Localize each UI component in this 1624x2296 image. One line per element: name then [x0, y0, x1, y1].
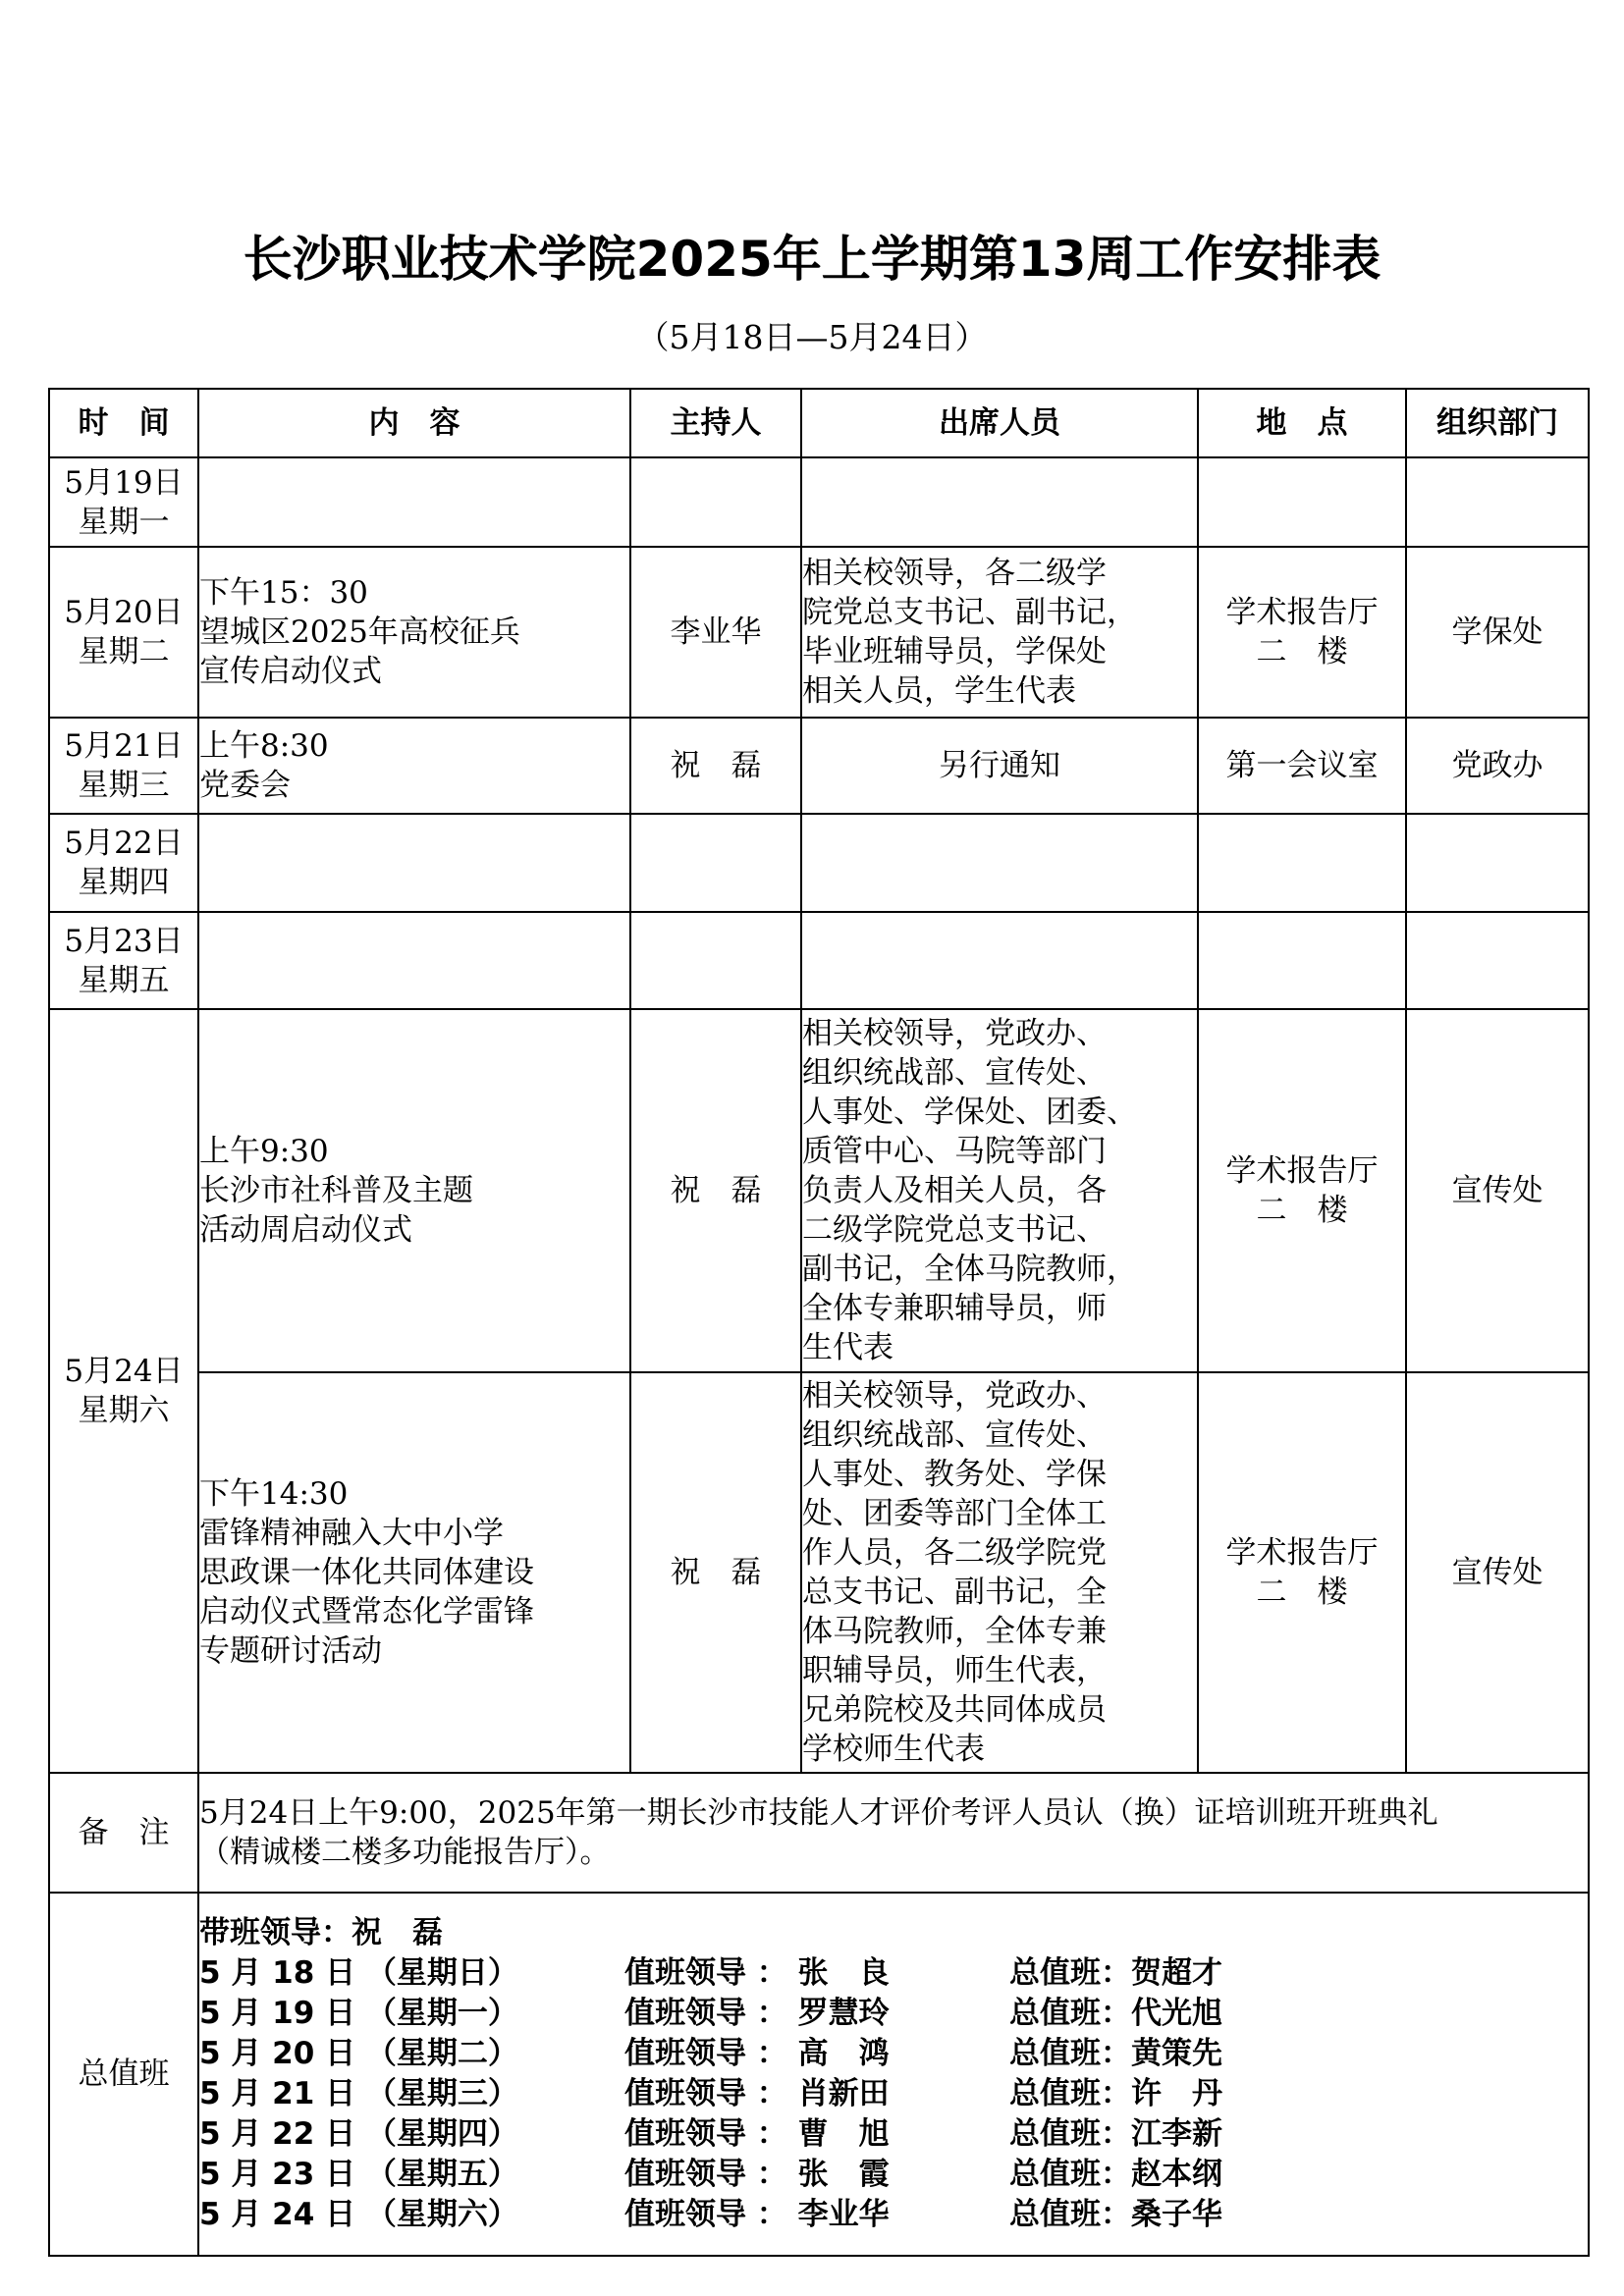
- event-content: [198, 547, 630, 718]
- event-attendee-line: 相关校领导，各二级学: [802, 556, 1107, 591]
- event-department: 宣传处: [1406, 1009, 1589, 1372]
- event-attendee-line: 人事处、学保处、团委、: [802, 1095, 1137, 1130]
- duty-leader: 值班领导 ： 肖新田: [624, 2076, 890, 2111]
- duty-row: [49, 1893, 1589, 2256]
- remark-line: 5月24日上午9:00，2025年第一期长沙市技能人才评价考评人员认（换）证培训班开班典礼: [199, 1795, 1438, 1831]
- table-row: [49, 547, 1589, 718]
- table-row: [49, 1372, 1589, 1773]
- event-attendee-line: 院党总支书记、副书记，: [802, 595, 1137, 630]
- duty-leader: 值班领导 ： 张 良: [624, 1955, 890, 1991]
- day-weekday: 星期四: [78, 865, 170, 900]
- event-location-line: 学术报告厅: [1225, 1153, 1379, 1189]
- remark-text: [198, 1773, 1589, 1893]
- event-content: [198, 718, 630, 814]
- duty-date: 5 月 21 日 （星期三）: [199, 2076, 518, 2111]
- header-host: 主持人: [630, 389, 801, 457]
- event-content-line: 雷锋精神融入大中小学: [199, 1516, 504, 1551]
- event-location-line: 二 楼: [1256, 634, 1348, 669]
- event-attendee-line: 副书记，全体马院教师，: [802, 1252, 1137, 1287]
- empty-cell: [630, 457, 801, 547]
- day-date: 5月20日: [64, 595, 184, 630]
- empty-cell: [630, 814, 801, 912]
- event-attendee-line: 人事处、教务处、学保: [802, 1457, 1107, 1492]
- empty-cell: [801, 814, 1198, 912]
- remark-line: （精诚楼二楼多功能报告厅）。: [199, 1835, 611, 1870]
- header-content: 内 容: [198, 389, 630, 457]
- event-attendees: 另行通知: [801, 718, 1198, 814]
- duty-label: 总值班: [49, 1893, 198, 2256]
- event-content-line: 上午9:30: [199, 1134, 329, 1169]
- event-attendee-line: 作人员，各二级学院党: [802, 1535, 1107, 1571]
- event-content-line: 宣传启动仪式: [199, 654, 382, 689]
- duty-total: 总值班：黄策先: [1009, 2036, 1222, 2071]
- header-attendees: 出席人员: [801, 389, 1198, 457]
- day-weekday: 星期一: [78, 504, 170, 540]
- event-location-line: 学术报告厅: [1225, 595, 1379, 630]
- schedule-table: [48, 388, 1590, 2257]
- header-time: 时 间: [49, 389, 198, 457]
- event-attendee-line: 全体专兼职辅导员，师: [802, 1291, 1107, 1326]
- duty-roster-row: [199, 2155, 1588, 2195]
- table-row: [49, 1009, 1589, 1372]
- event-host: 祝 磊: [630, 718, 801, 814]
- event-location: [1198, 547, 1406, 718]
- remark-row: [49, 1773, 1589, 1893]
- event-attendee-line: 体马院教师，全体专兼: [802, 1614, 1107, 1649]
- empty-cell: [198, 457, 630, 547]
- event-host: 祝 磊: [630, 1009, 801, 1372]
- event-content: [198, 1372, 630, 1773]
- empty-cell: [1406, 814, 1589, 912]
- empty-cell: [630, 912, 801, 1009]
- empty-cell: [1198, 457, 1406, 547]
- duty-leader: 值班领导 ： 李业华: [624, 2197, 890, 2232]
- duty-roster-row: [199, 1953, 1588, 1994]
- event-attendee-line: 组织统战部、宣传处、: [802, 1417, 1107, 1453]
- empty-cell: [198, 912, 630, 1009]
- event-attendee-line: 相关校领导，党政办、: [802, 1016, 1107, 1051]
- duty-roster-row: [199, 2034, 1588, 2074]
- event-content-line: 长沙市社科普及主题: [199, 1173, 473, 1208]
- empty-cell: [801, 457, 1198, 547]
- day-weekday: 星期六: [78, 1393, 170, 1428]
- event-attendee-line: 兄弟院校及共同体成员: [802, 1692, 1107, 1728]
- table-row: [49, 814, 1589, 912]
- duty-date: 5 月 18 日 （星期日）: [199, 1955, 518, 1991]
- day-date: 5月22日: [64, 826, 184, 861]
- duty-total: 总值班：贺超才: [1009, 1955, 1222, 1991]
- page-title: 长沙职业技术学院2025年上学期第13周工作安排表: [243, 231, 1381, 288]
- duty-total: 总值班：许 丹: [1009, 2076, 1222, 2111]
- event-content-line: 专题研讨活动: [199, 1633, 382, 1669]
- day-date: 5月23日: [64, 923, 184, 959]
- day-cell: [49, 814, 198, 912]
- duty-date: 5 月 19 日 （星期一）: [199, 1996, 518, 2031]
- event-content-line: 上午8:30: [199, 728, 329, 764]
- duty-leader: 值班领导 ： 张 霞: [624, 2157, 890, 2192]
- day-cell: [49, 1009, 198, 1773]
- event-attendee-line: 组织统战部、宣传处、: [802, 1055, 1107, 1091]
- empty-cell: [1406, 912, 1589, 1009]
- event-location-line: 二 楼: [1256, 1193, 1348, 1228]
- event-content: [198, 1009, 630, 1372]
- duty-date: 5 月 22 日 （星期四）: [199, 2116, 518, 2152]
- duty-roster-row: [199, 2074, 1588, 2114]
- event-attendee-line: 相关人员，学生代表: [802, 673, 1076, 709]
- event-attendees: [801, 1009, 1198, 1372]
- empty-cell: [1198, 912, 1406, 1009]
- duty-leader: 值班领导 ： 高 鸿: [624, 2036, 890, 2071]
- event-content-line: 下午14:30: [199, 1476, 349, 1512]
- day-weekday: 星期五: [78, 962, 170, 998]
- event-host: 祝 磊: [630, 1372, 801, 1773]
- event-attendee-line: 质管中心、马院等部门: [802, 1134, 1107, 1169]
- event-content-line: 活动周启动仪式: [199, 1212, 412, 1248]
- header-row: [49, 389, 1589, 457]
- header-location: 地 点: [1198, 389, 1406, 457]
- day-cell: [49, 912, 198, 1009]
- event-attendee-line: 总支书记、副书记，全: [802, 1575, 1107, 1610]
- duty-leader: 值班领导 ： 曹 旭: [624, 2116, 890, 2152]
- event-attendee-line: 相关校领导，党政办、: [802, 1378, 1107, 1414]
- duty-roster-row: [199, 2195, 1588, 2235]
- day-weekday: 星期二: [78, 634, 170, 669]
- day-date: 5月24日: [64, 1354, 184, 1389]
- duty-date: 5 月 23 日 （星期五）: [199, 2157, 518, 2192]
- event-attendee-line: 负责人及相关人员，各: [802, 1173, 1107, 1208]
- event-attendee-line: 二级学院党总支书记、: [802, 1212, 1107, 1248]
- date-range: （5月18日—5月24日）: [636, 318, 988, 356]
- duty-date: 5 月 20 日 （星期二）: [199, 2036, 518, 2071]
- event-location: 第一会议室: [1198, 718, 1406, 814]
- table-row: [49, 457, 1589, 547]
- empty-cell: [198, 814, 630, 912]
- day-cell: [49, 547, 198, 718]
- event-content-line: 党委会: [199, 768, 291, 803]
- duty-total: 总值班：代光旭: [1009, 1996, 1222, 2031]
- empty-cell: [1198, 814, 1406, 912]
- event-content-line: 下午15：30: [199, 575, 368, 611]
- event-department: 学保处: [1406, 547, 1589, 718]
- header-department: 组织部门: [1406, 389, 1589, 457]
- event-attendee-line: 职辅导员，师生代表，: [802, 1653, 1107, 1688]
- day-weekday: 星期三: [78, 768, 170, 803]
- event-content-line: 启动仪式暨常态化学雷锋: [199, 1594, 534, 1629]
- duty-roster: [198, 1893, 1589, 2256]
- duty-date: 5 月 24 日 （星期六）: [199, 2197, 518, 2232]
- empty-cell: [1406, 457, 1589, 547]
- event-location: [1198, 1009, 1406, 1372]
- event-content-line: 思政课一体化共同体建设: [199, 1555, 534, 1590]
- day-cell: [49, 457, 198, 547]
- event-attendees: [801, 547, 1198, 718]
- empty-cell: [801, 912, 1198, 1009]
- event-location: [1198, 1372, 1406, 1773]
- event-location-line: 学术报告厅: [1225, 1535, 1379, 1571]
- event-attendee-line: 学校师生代表: [802, 1732, 985, 1767]
- duty-total: 总值班：赵本纲: [1009, 2157, 1222, 2192]
- event-host: 李业华: [630, 547, 801, 718]
- event-department: 党政办: [1406, 718, 1589, 814]
- table-row: [49, 718, 1589, 814]
- duty-roster-row: [199, 1994, 1588, 2034]
- event-department: 宣传处: [1406, 1372, 1589, 1773]
- event-attendee-line: 毕业班辅导员，学保处: [802, 634, 1107, 669]
- duty-total: 总值班：江李新: [1009, 2116, 1222, 2152]
- duty-roster-row: [199, 2114, 1588, 2155]
- table-row: [49, 912, 1589, 1009]
- event-attendee-line: 处、团委等部门全体工: [802, 1496, 1107, 1531]
- day-cell: [49, 718, 198, 814]
- event-content-line: 望城区2025年高校征兵: [199, 614, 520, 650]
- day-date: 5月19日: [64, 464, 184, 501]
- duty-leader: 值班领导 ： 罗慧玲: [624, 1996, 890, 2031]
- duty-lead: 带班领导：祝 磊: [199, 1915, 443, 1950]
- day-date: 5月21日: [64, 728, 184, 764]
- event-attendees: [801, 1372, 1198, 1773]
- remark-label: 备 注: [49, 1773, 198, 1893]
- duty-total: 总值班：桑子华: [1009, 2197, 1222, 2232]
- event-location-line: 二 楼: [1256, 1575, 1348, 1610]
- event-attendee-line: 生代表: [802, 1330, 893, 1365]
